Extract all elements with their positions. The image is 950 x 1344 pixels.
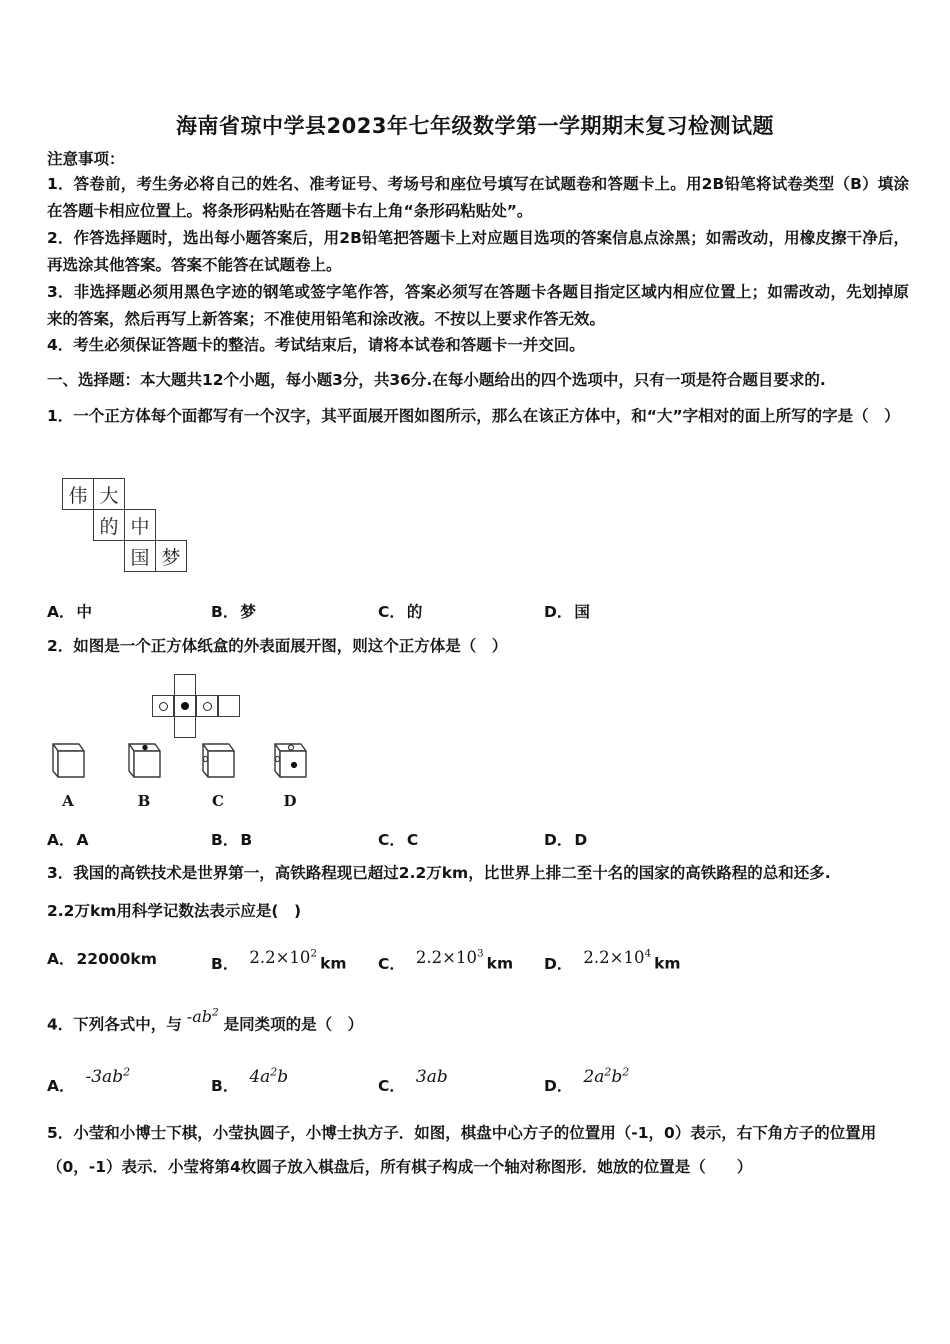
- question-3-stem-line1: 3．我国的高铁技术是世界第一，高铁路程现已超过2.2万km，比世界上排二至十名的国家的高铁路程的总和还多.: [47, 864, 831, 882]
- notice-item-2: 2．作答选择题时，选出每小题答案后，用2B铅笔把答题卡上对应题目选项的答案信息点涂黑；如需改动，用橡皮擦干净后，再选涂其他答案。答案不能答在试题卷上。: [47, 229, 909, 274]
- net-cell-filled-dot: [174, 695, 196, 717]
- question-2-options: [47, 829, 909, 851]
- option-a: A． A: [47, 831, 89, 849]
- cube-option-d-figure: [266, 743, 314, 810]
- net-cell: 梦: [155, 540, 187, 572]
- monomial-expression: 3ab: [415, 1066, 448, 1087]
- question-2-stem: 2．如图是一个正方体纸盒的外表面展开图，则这个正方体是（ ）: [47, 637, 508, 655]
- filled-dot-icon: [291, 762, 297, 768]
- scientific-notation: $2.2\times 10^4$: [583, 947, 652, 967]
- scientific-notation: $2.2\times 10^2$: [249, 947, 318, 967]
- option-d: D． 国: [544, 603, 590, 621]
- question-3-options: [47, 948, 909, 975]
- monomial-expression: $2a^2b^2$: [583, 1065, 630, 1087]
- section-1-heading: 一、选择题：本大题共12个小题，每小题3分，共36分.在每小题给出的四个选项中，只有一项是符合题目要求的.: [47, 371, 826, 389]
- net-cell: 的: [93, 509, 125, 541]
- option-b: B． $4a^2b$: [211, 1065, 289, 1095]
- hollow-dot-icon: [204, 756, 208, 761]
- net-cell: 中: [124, 509, 156, 541]
- hollow-dot-icon: [159, 702, 168, 711]
- net-cell: 大: [93, 478, 125, 510]
- cube-c-label: C: [212, 792, 224, 810]
- option-c: C． $2.2\times 10^3km$: [378, 947, 514, 973]
- hollow-dot-icon: [289, 745, 294, 750]
- filled-dot-icon: [142, 745, 147, 750]
- net-cell-hollow-dot: [152, 695, 174, 717]
- net-cell-hollow-dot: [196, 695, 218, 717]
- net-cell-blank: [218, 695, 240, 717]
- option-d: D． $2.2\times 10^4km$: [544, 947, 681, 973]
- option-d: D． $2a^2b^2$: [544, 1065, 630, 1095]
- net-cell: 国: [124, 540, 156, 572]
- page-title: 海南省琼中学县2023年七年级数学第一学期期末复习检测试题: [176, 114, 774, 138]
- option-b: B． 梦: [211, 603, 256, 621]
- cube-d-icon: [270, 743, 310, 781]
- option-c: C． C: [378, 831, 419, 849]
- net-cell: 伟: [62, 478, 94, 510]
- question-1-stem: 1．一个正方体每个面都写有一个汉字，其平面展开图如图所示，那么在该正方体中，和“大”字相对的面上所写的字是（ ）: [47, 407, 900, 425]
- option-a: A． 中: [47, 603, 93, 621]
- option-c: C． 的: [378, 603, 423, 621]
- option-d: D． D: [544, 831, 588, 849]
- cube-b-icon: [124, 743, 164, 781]
- hollow-dot-icon: [203, 702, 212, 711]
- option-c: C． 3ab: [378, 1066, 448, 1095]
- filled-dot-icon: [181, 702, 189, 710]
- hollow-dot-icon: [276, 756, 280, 761]
- monomial-expression: $4a^2b$: [249, 1065, 289, 1087]
- cube-b-label: B: [137, 792, 151, 810]
- option-b: B． B: [211, 831, 253, 849]
- question-5-stem: 5．小莹和小博士下棋，小莹执圆子，小博士执方子．如图，棋盘中心方子的位置用（-1，0）表示，右下角方子的位置用（0，-1）表示．小莹将第4枚圆子放入棋盘后，所有棋子构成一个轴对称图形．她放的位置是（ ）: [47, 1124, 877, 1176]
- cube-option-b-figure: [120, 743, 168, 810]
- cube-c-icon: [198, 743, 238, 781]
- option-a: A． 22000km: [47, 950, 157, 968]
- question-4-stem: 4．下列各式中，与 $-ab^2$是同类项的是（ ）: [47, 1007, 364, 1034]
- question-3-stem-line2: 2.2万km用科学记数法表示应是( ): [47, 902, 302, 920]
- notice-heading: 注意事项：: [47, 150, 125, 168]
- option-b: B． $2.2\times 10^2km$: [211, 947, 347, 973]
- scientific-notation: $2.2\times 10^3$: [415, 947, 484, 967]
- notice-item-3: 3．非选择题必须用黑色字迹的钢笔或签字笔作答，答案必须写在答题卡各题目指定区域内相应位置上；如需改动，先划掉原来的答案，然后再写上新答案；不准使用铅笔和涂改液。不按以上要求作答无效。: [47, 283, 909, 328]
- question-1-options: [47, 601, 909, 623]
- notice-item-4: 4．考生必须保证答题卡的整洁。考试结束后，请将本试卷和答题卡一并交回。: [47, 336, 585, 354]
- cube-option-a-figure: [44, 743, 92, 810]
- cube-a-label: A: [62, 792, 74, 810]
- monomial-expression: $-3ab^2$: [85, 1065, 131, 1087]
- cube-option-c-figure: [194, 743, 242, 810]
- cube-a-icon: [48, 743, 88, 781]
- notice-item-1: 1．答卷前，考生务必将自己的姓名、准考证号、考场号和座位号填写在试题卷和答题卡上。用2B铅笔将试卷类型（B）填涂在答题卡相应位置上。将条形码粘贴在答题卡右上角“条形码粘贴处”。: [47, 175, 909, 220]
- question-4-options: [47, 1065, 909, 1097]
- cube-d-label: D: [283, 792, 297, 810]
- option-a: A． $-3ab^2$: [47, 1065, 131, 1095]
- monomial-expression: $-ab^2$: [186, 1007, 219, 1027]
